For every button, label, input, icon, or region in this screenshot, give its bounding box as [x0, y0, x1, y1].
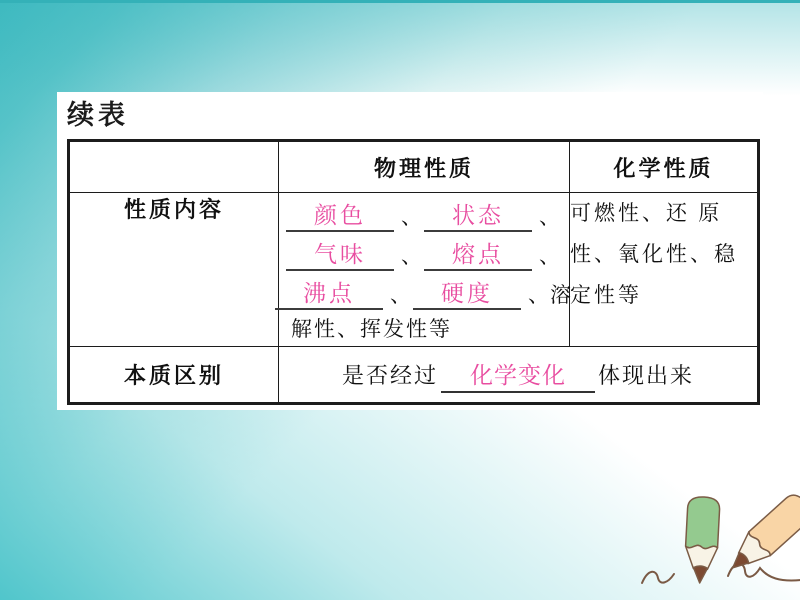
green-pencil [684, 496, 720, 584]
row-label-property-content: 性质内容 [69, 193, 279, 347]
page-title: 续表 [67, 100, 129, 130]
content-panel [57, 92, 763, 410]
table-row-essence [69, 347, 759, 404]
chemical-line-2: 性、氧化性、稳 [570, 242, 738, 266]
pencils-illustration [630, 477, 800, 601]
separator: 、 [401, 244, 423, 268]
row-label-essential-difference: 本质区别 [69, 347, 279, 404]
physical-properties-cell [279, 193, 570, 347]
orange-pencil [722, 490, 800, 579]
header-physical-properties: 物理性质 [279, 141, 570, 193]
table-header-row [69, 141, 759, 193]
fill-blank-melting-point: 熔点 [424, 236, 532, 271]
fill-blank-boiling-point: 沸点 [275, 275, 383, 310]
squiggle-lines [642, 564, 800, 583]
header-empty-cell [69, 141, 279, 193]
essential-difference-cell [279, 347, 759, 404]
fill-blank-smell: 气味 [286, 236, 394, 271]
essence-suffix: 体现出来 [598, 362, 695, 388]
fill-blank-hardness: 硬度 [413, 275, 521, 310]
fill-blank-state: 状态 [424, 197, 532, 232]
physical-line-1 [279, 193, 569, 232]
essence-prefix: 是否经过 [341, 362, 438, 388]
separator: 、 [539, 205, 561, 229]
table-row-content [69, 193, 759, 347]
physical-line-3 [279, 271, 572, 310]
physical-overflow-text: 解性、挥发性等 [291, 317, 452, 341]
physical-line-2 [279, 232, 569, 271]
fill-blank-chemical-change: 化学变化 [441, 357, 595, 393]
top-accent-strip [0, 0, 800, 3]
chemical-line-3: 定性等 [570, 283, 642, 307]
fill-blank-color: 颜色 [286, 197, 394, 232]
separator: 、 [390, 283, 412, 307]
chemical-line-1: 可燃性、还 原 [570, 201, 723, 225]
separator-tail: 、溶 [528, 283, 572, 307]
separator: 、 [539, 244, 561, 268]
separator: 、 [401, 205, 423, 229]
chemical-properties-cell [570, 193, 759, 347]
header-chemical-properties: 化学性质 [570, 141, 759, 193]
properties-table [67, 139, 760, 405]
